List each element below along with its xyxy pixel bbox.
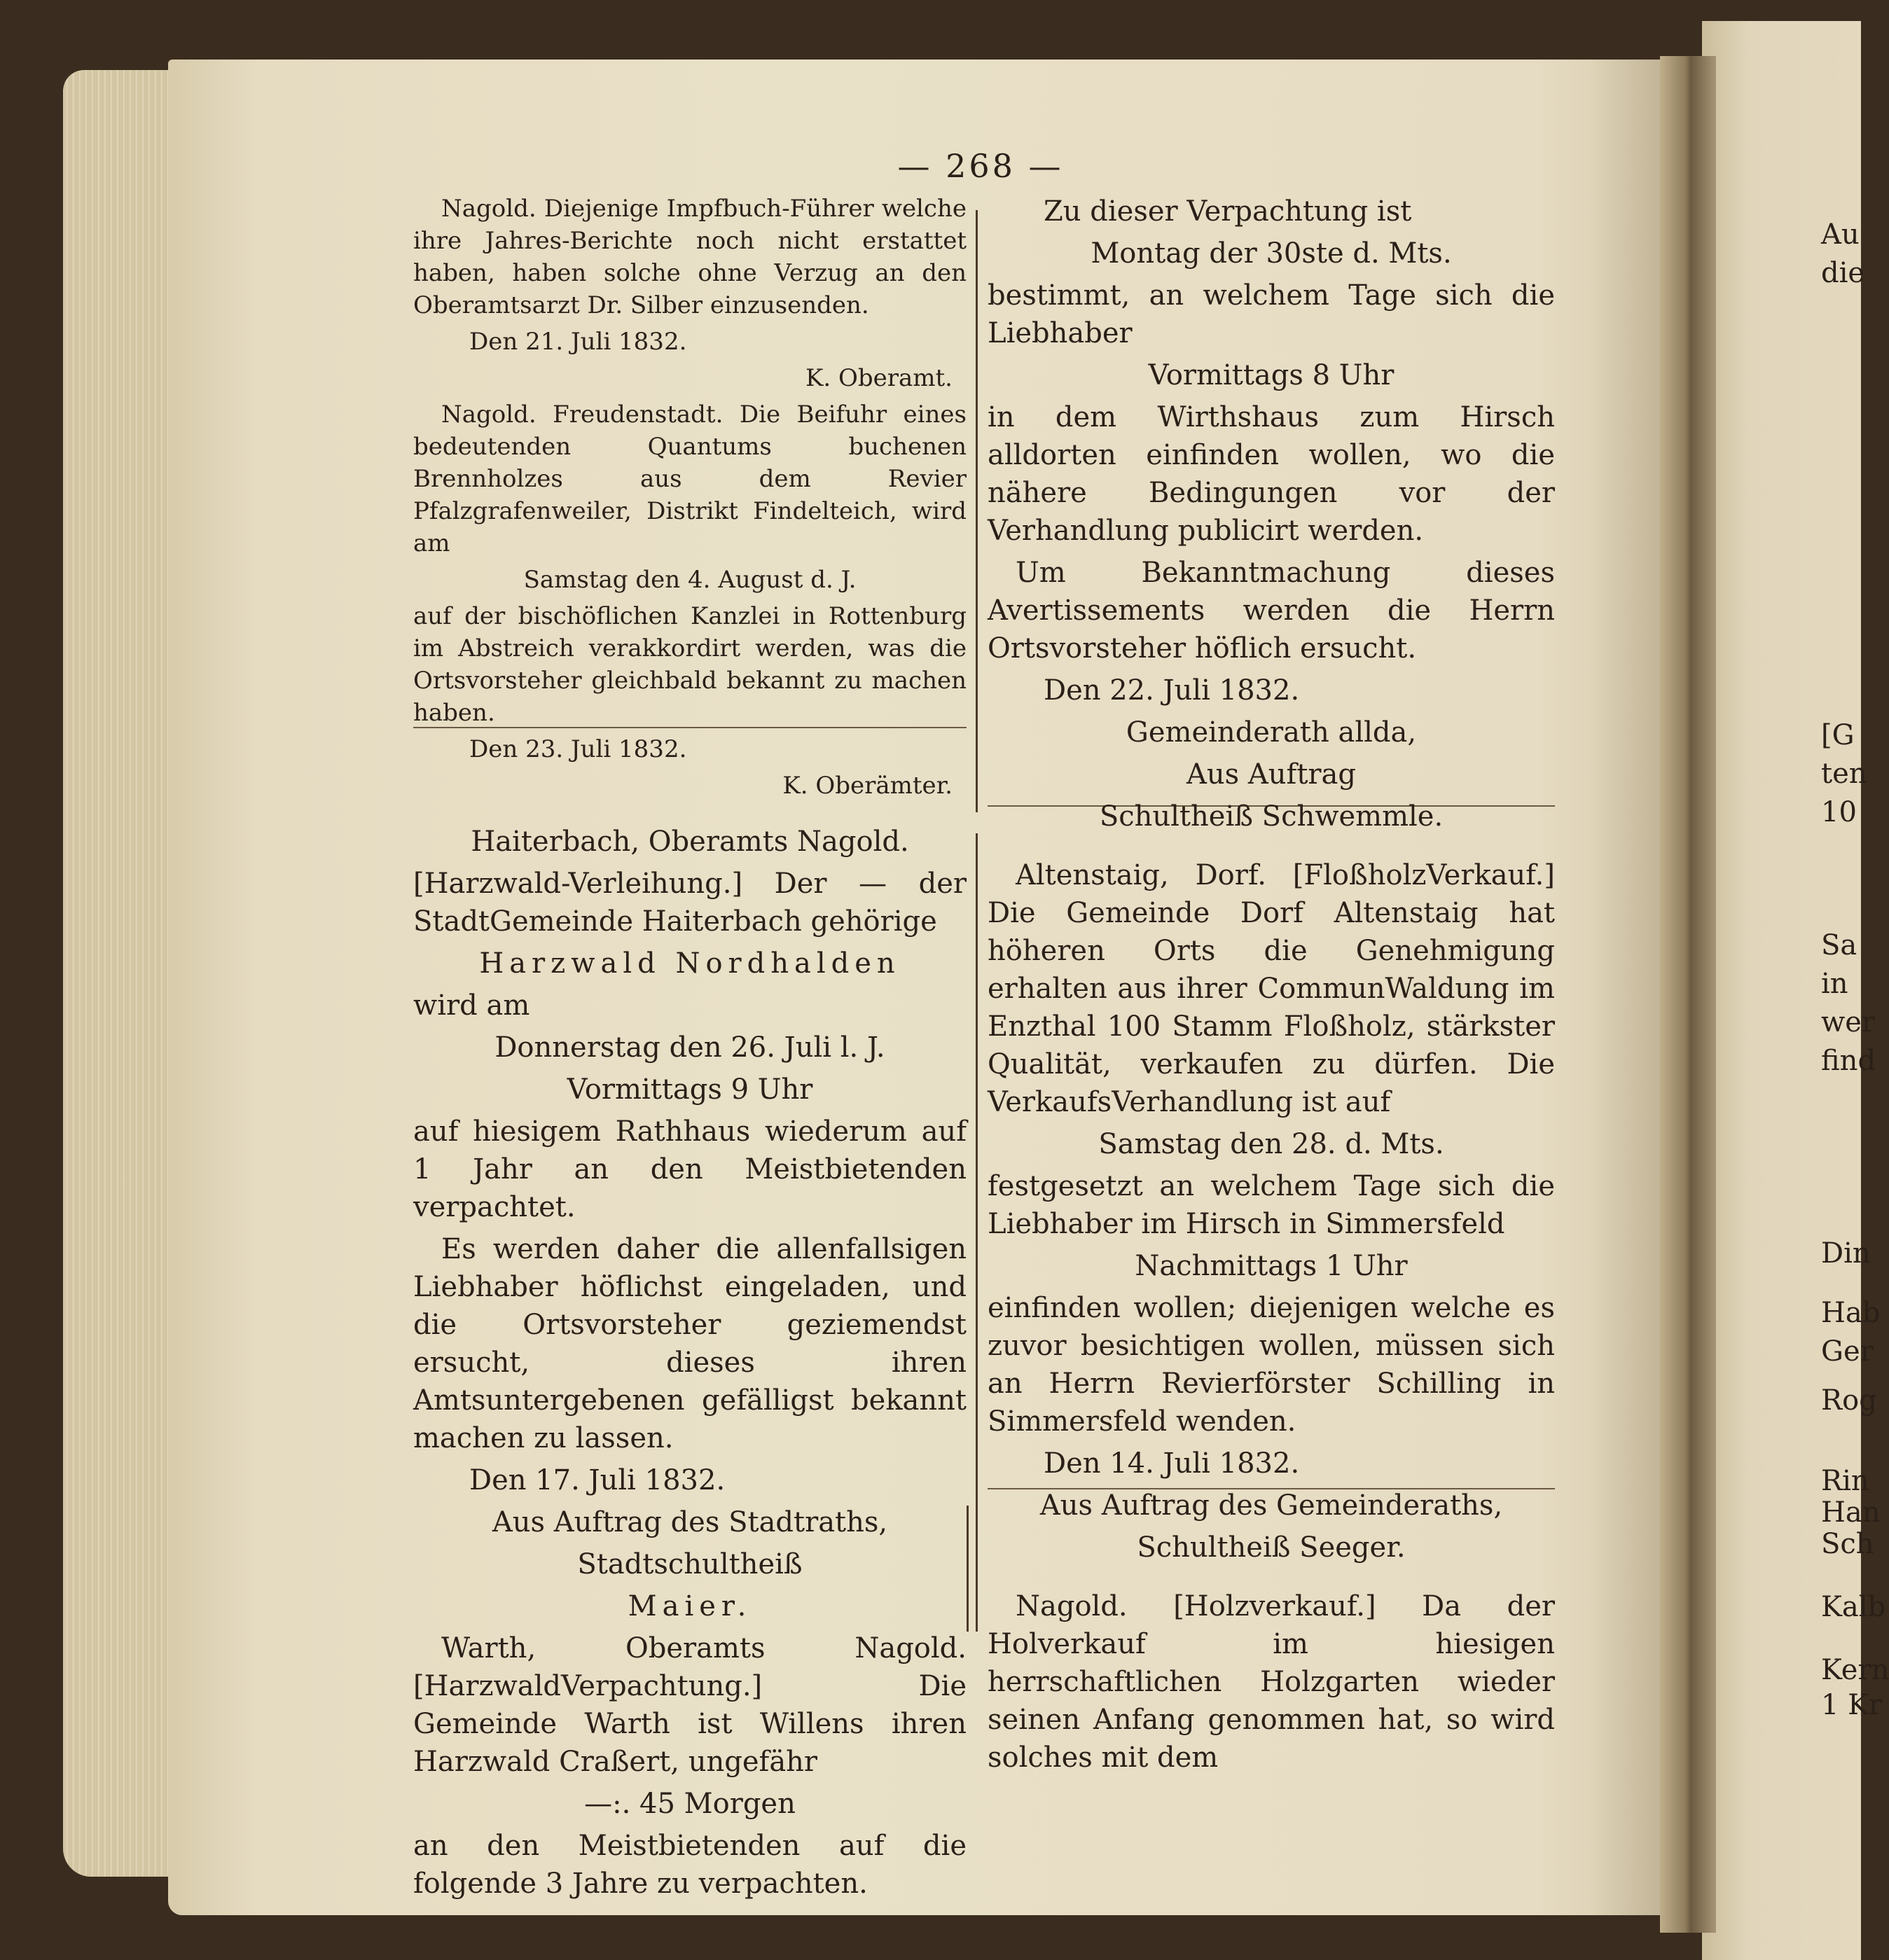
notice-text: Warth, Oberamts Nagold. [HarzwaldVerpachtung.] Die Gemeinde Warth ist Willens ihren Harzwald Craßert, ungefähr (413, 1632, 967, 1778)
notice-signature: Schultheiß Seeger. (1137, 1531, 1406, 1564)
notice-signature: K. Oberamt. (805, 364, 953, 392)
next-page-fragment: Sch (1821, 1528, 1874, 1560)
next-page-fragment: Sa (1821, 929, 1857, 961)
notice-text: Nagold. [Holzverkauf.] Da der Holverkauf im hiesigen herrschaftlichen Holzgarten wieder seinen Anfang genommen hat, so wird solches mit dem (988, 1590, 1555, 1774)
notice-continuation (988, 193, 1555, 835)
left-column (413, 193, 967, 1907)
next-page-fragment: die (1821, 257, 1865, 289)
notice-holzverkauf (988, 1587, 1555, 1777)
right-column (988, 193, 1555, 1781)
next-page-fragment: Ger (1821, 1335, 1874, 1368)
notice-day: Montag der 30ste d. Mts. (1091, 237, 1452, 270)
notice-text: an den Meistbietenden auf die folgende 3 Jahre zu verpachten. (413, 1830, 967, 1900)
next-page-fragment: wer (1821, 1006, 1876, 1038)
notice-date: Den 22. Juli 1832. (1044, 674, 1300, 707)
next-page-fragment: Kalb (1821, 1591, 1886, 1623)
notice-text: auf der bischöflichen Kanzlei in Rottenburg im Abstreich verakkordirt werden, was die Ortsvorsteher gleichbald bekannt zu machen haben. (413, 602, 967, 727)
notice-date: Den 14. Juli 1832. (1044, 1447, 1300, 1480)
notice-text: Nagold. Freudenstadt. Die Beifuhr eines bedeutenden Quantums buchenen Brennholzes aus dem Revier Pfalzgrafenweiler, Distrikt Findelteich, wird am (413, 401, 967, 557)
notice-signature: Gemeinderath allda, (1126, 716, 1417, 749)
notice-day: Donnerstag den 26. Juli l. J. (494, 1031, 885, 1064)
notice-heading: Haiterbach, Oberamts Nagold. (471, 826, 909, 858)
notice-date: Den 23. Juli 1832. (469, 735, 687, 763)
notice-text: festgesetzt an welchem Tage sich die Liebhaber im Hirsch in Simmersfeld (988, 1170, 1555, 1240)
notice-time: Vormittags 8 Uhr (1148, 359, 1395, 391)
notice-text: Nagold. Diejenige Impfbuch-Führer welche ihre Jahres-Berichte noch nicht erstattet haben, haben solche ohne Verzug an den Oberamtsarzt Dr. Silber einzusenden. (413, 195, 967, 319)
notice-time: Nachmittags 1 Uhr (1135, 1250, 1408, 1282)
column-rule (967, 1506, 969, 1632)
notice-day: Samstag den 28. d. Mts. (1098, 1128, 1444, 1160)
notice-time: Vormittags 9 Uhr (567, 1073, 813, 1106)
notice-text: Es werden daher die allenfallsigen Liebhaber höflichst eingeladen, und die Ortsvorsteher geziemendst ersucht, dieses ihren Amtsuntergebenen gefälligst bekannt machen zu lassen. (413, 1233, 967, 1454)
notice-signature: Aus Auftrag des Stadtraths, (492, 1506, 888, 1538)
notice-text: bestimmt, an welchem Tage sich die Liebhaber (988, 279, 1555, 349)
next-page-fragment: Rog (1821, 1384, 1877, 1417)
next-page-fragment: 10 (1821, 796, 1857, 828)
notice-brennholz (413, 398, 967, 802)
notice-text: [Harzwald-Verleihung.] Der — der StadtGemeinde Haiterbach gehörige (413, 868, 967, 938)
next-page-fragment: find (1821, 1045, 1876, 1077)
notice-text: wird am (413, 989, 530, 1022)
notice-amount: —:. 45 Morgen (584, 1788, 796, 1820)
next-page-fragment: Han (1821, 1496, 1881, 1529)
notice-floszholz (988, 856, 1555, 1566)
notice-date: Den 21. Juli 1832. (469, 328, 687, 356)
notice-signature: Aus Auftrag (1186, 758, 1356, 791)
column-rule (976, 833, 978, 1632)
next-page-fragment: Din (1821, 1237, 1871, 1270)
next-page-fragment: 1 Kr (1821, 1689, 1883, 1721)
notice-day: Samstag den 4. August d. J. (523, 566, 857, 594)
notice-signature: Maier. (628, 1590, 752, 1622)
next-page-fragment: Rin (1821, 1465, 1869, 1497)
notice-text: Zu dieser Verpachtung ist (1044, 195, 1412, 228)
notice-text: einfinden wollen; diejenigen welche es zuvor besichtigen wollen, müssen sich an Herrn Revierförster Schilling in Simmersfeld wenden. (988, 1292, 1555, 1438)
notice-harzwald-haiterbach (413, 823, 967, 1625)
notice-text: auf hiesigem Rathhaus wiederum auf 1 Jahr an den Meistbietenden verpachtet. (413, 1115, 967, 1223)
next-page-fragment: Hab (1821, 1297, 1881, 1329)
notice-signature: Aus Auftrag des Gemeinderaths, (1039, 1489, 1503, 1522)
notice-signature: Stadtschultheiß (577, 1548, 803, 1580)
notice-harzwald-warth (413, 1629, 967, 1903)
notice-signature: K. Oberämter. (782, 772, 953, 800)
notice-name: Harzwald Nordhalden (479, 947, 901, 980)
next-page-fragment: [G (1821, 719, 1855, 751)
column-rule (976, 210, 978, 812)
next-page-fragment: Kern (1821, 1654, 1889, 1686)
notice-impfbuch (413, 193, 967, 394)
next-page-fragment: ten (1821, 758, 1867, 790)
next-page-fragment: in (1821, 968, 1848, 1000)
notice-date: Den 17. Juli 1832. (469, 1464, 726, 1496)
notice-text: Altenstaig, Dorf. [FloßholzVerkauf.] Die Gemeinde Dorf Altenstaig hat höheren Orts die Genehmigung erhalten aus ihrer CommunWaldung im Enzthal 100 Stamm Floßholz, stärkster Qualität, verkaufen zu dürfen. Die VerkaufsVerhandlung ist auf (988, 859, 1555, 1118)
page-edges (63, 70, 182, 1877)
notice-signature: Schultheiß Schwemmle. (1099, 800, 1444, 833)
book-gutter (1660, 56, 1716, 1933)
notice-text: in dem Wirthshaus zum Hirsch alldorten einfinden wollen, wo die nähere Bedingungen vor der Verhandlung publicirt werden. (988, 401, 1555, 547)
next-page-fragment: Au (1821, 218, 1860, 251)
page-number: — 268 — (897, 147, 1064, 185)
notice-text: Um Bekanntmachung dieses Avertissements werden die Herrn Ortsvorsteher höflich ersucht. (988, 557, 1555, 665)
